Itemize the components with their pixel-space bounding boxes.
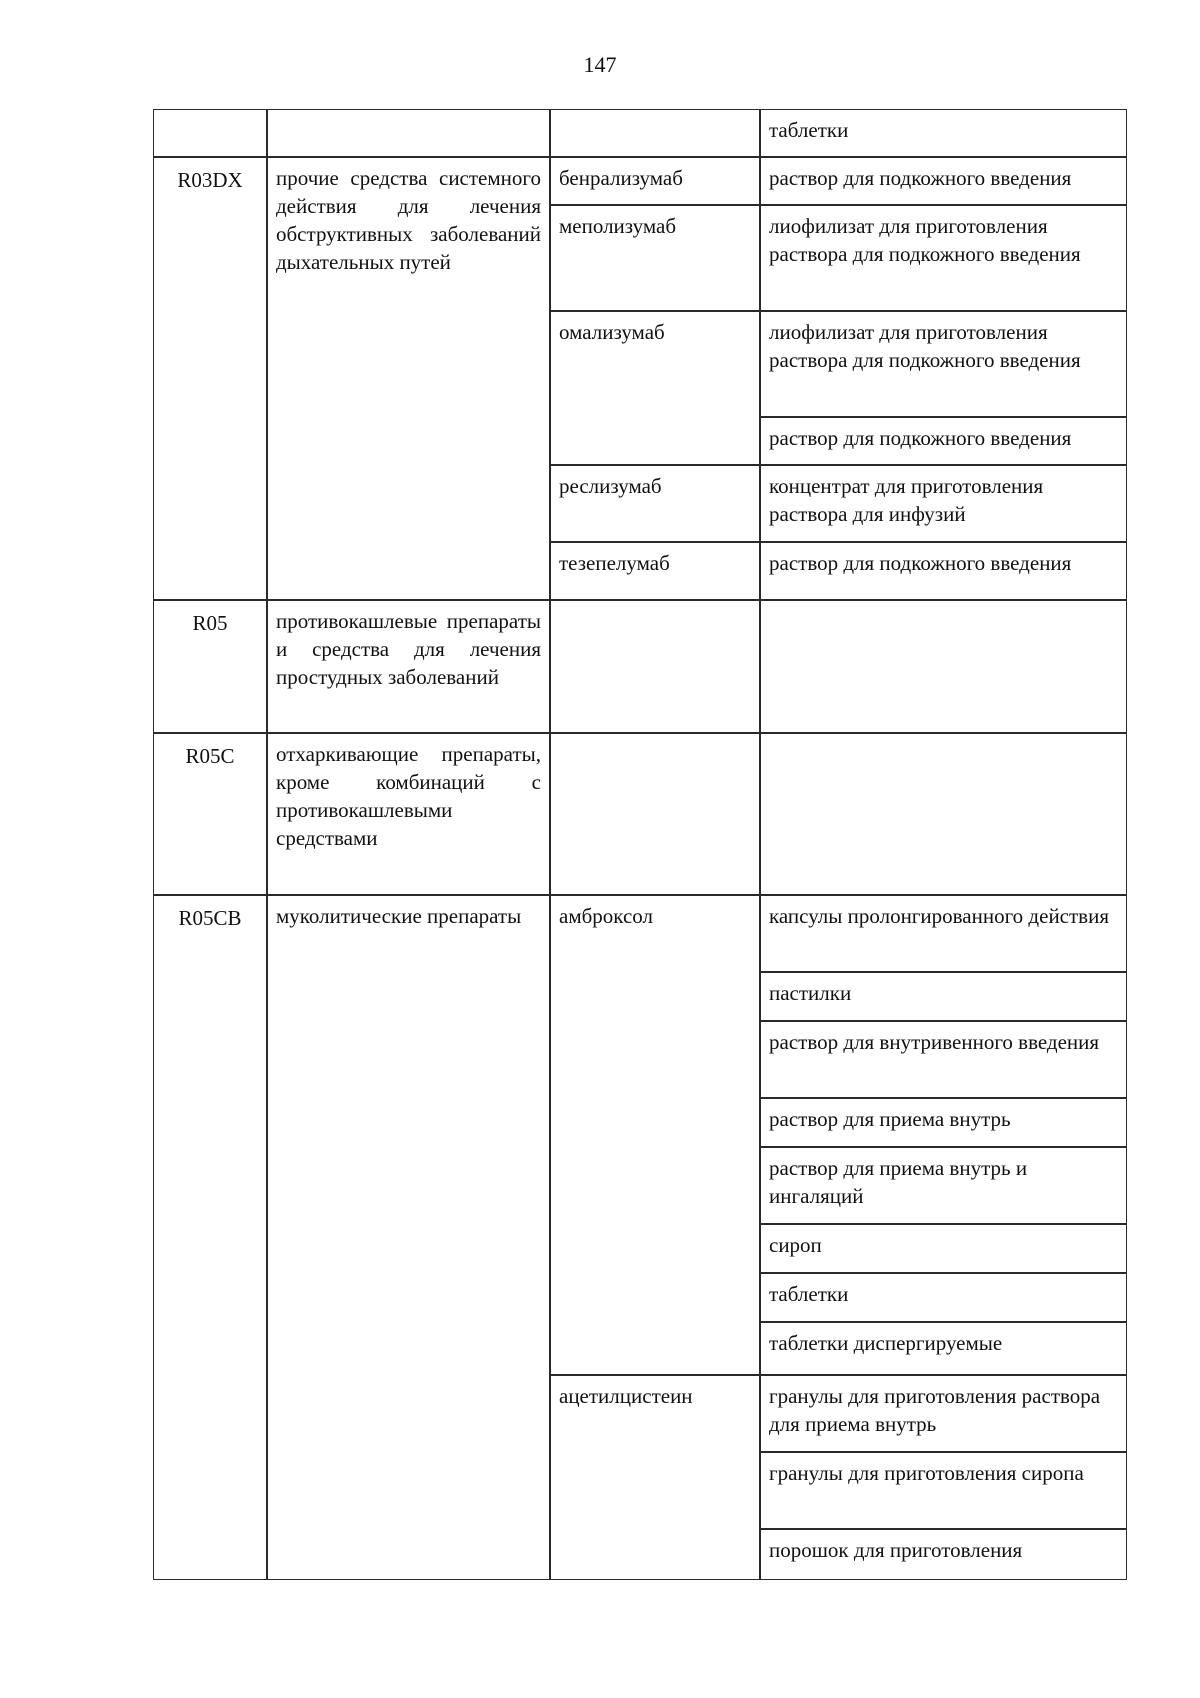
dosage-form-cell: раствор для приема внутрь и ингаляций xyxy=(760,1147,1127,1224)
dosage-form-cell: сироп xyxy=(760,1224,1127,1273)
group-cell: отхаркивающие препараты, кроме комбинаций с противокашлевыми средствами xyxy=(267,733,550,895)
dosage-form-cell: пастилки xyxy=(760,972,1127,1021)
group-cell: прочие средства системного действия для лечения обструктивных заболеваний дыхательных путей xyxy=(267,157,550,600)
drug-column xyxy=(550,110,760,1581)
atc-code-cell: R05CB xyxy=(153,895,267,1580)
group-column xyxy=(267,110,550,1581)
group-cell xyxy=(267,109,550,157)
dosage-form-cell: концентрат для приготовления раствора для инфузий xyxy=(760,465,1127,542)
dosage-form-cell: раствор для подкожного введения xyxy=(760,417,1127,465)
dosage-form-cell: раствор для приема внутрь xyxy=(760,1098,1127,1147)
drug-cell xyxy=(550,600,760,733)
dosage-form-cell: гранулы для приготовления раствора для приема внутрь xyxy=(760,1375,1127,1452)
page-number: 147 xyxy=(583,52,617,77)
atc-code-cell: R05 xyxy=(153,600,267,733)
drug-cell xyxy=(550,733,760,895)
dosage-form-cell: таблетки xyxy=(760,1273,1127,1322)
dosage-form-cell xyxy=(760,733,1127,895)
drug-cell: тезепелумаб xyxy=(550,542,760,600)
dosage-form-cell: раствор для подкожного введения xyxy=(760,157,1127,205)
dosage-form-cell: таблетки диспергируемые xyxy=(760,1322,1127,1375)
dosage-form-cell: порошок для приготовления xyxy=(760,1529,1127,1580)
dosage-form-cell: таблетки xyxy=(760,109,1127,157)
group-cell: муколитические препараты xyxy=(267,895,550,1580)
dosage-form-cell: гранулы для приготовления сиропа xyxy=(760,1452,1127,1529)
drug-cell xyxy=(550,109,760,157)
dosage-form-cell: капсулы пролонгированного действия xyxy=(760,895,1127,972)
dosage-form-cell: раствор для подкожного введения xyxy=(760,542,1127,600)
drug-cell: омализумаб xyxy=(550,311,760,465)
dosage-form-cell: лиофилизат для приготовления раствора для подкожного введения xyxy=(760,205,1127,311)
dosage-form-cell: лиофилизат для приготовления раствора для подкожного введения xyxy=(760,311,1127,417)
drug-cell: реслизумаб xyxy=(550,465,760,542)
dosage-form-column xyxy=(760,110,1127,1581)
drug-cell: бенрализумаб xyxy=(550,157,760,205)
atc-code-cell xyxy=(153,109,267,157)
drug-cell: меполизумаб xyxy=(550,205,760,311)
dosage-form-cell: раствор для внутривенного введения xyxy=(760,1021,1127,1098)
drug-cell: амброксол xyxy=(550,895,760,1375)
group-cell: противокашлевые препараты и средства для лечения простудных заболеваний xyxy=(267,600,550,733)
atc-code-cell: R05C xyxy=(153,733,267,895)
dosage-form-cell xyxy=(760,600,1127,733)
atc-code-column xyxy=(153,110,267,1581)
drug-cell: ацетилцистеин xyxy=(550,1375,760,1580)
atc-code-cell: R03DX xyxy=(153,157,267,600)
drug-table xyxy=(153,110,1127,1581)
